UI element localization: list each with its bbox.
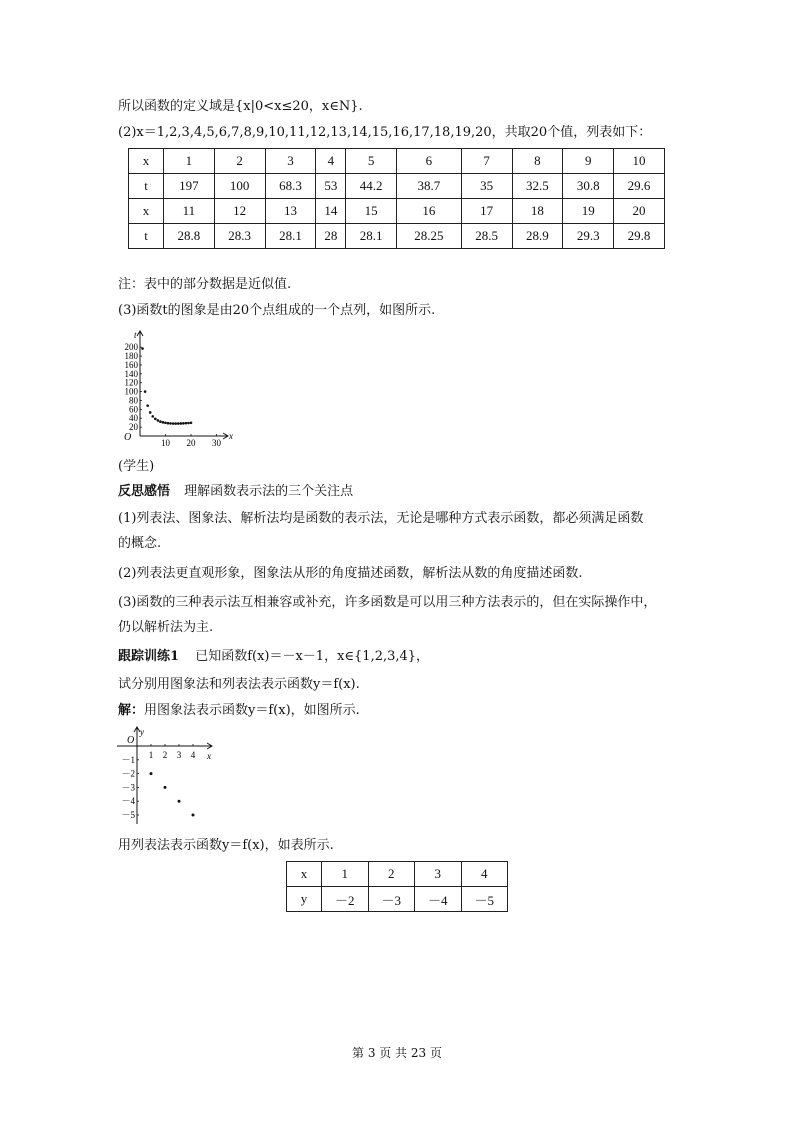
table-cell: 30.8 [563, 174, 614, 199]
scatter-chart-f [115, 726, 220, 826]
x-tick-label: 1 [148, 750, 154, 760]
row-header-cell: x [129, 149, 164, 174]
table-cell: 28.25 [397, 224, 462, 249]
table-cell: 10 [614, 149, 665, 174]
data-point [172, 422, 175, 425]
table-cell: 32.5 [512, 174, 563, 199]
x-tick-label: 2 [162, 750, 168, 760]
data-point [144, 390, 147, 393]
table-cell: 12 [214, 199, 265, 224]
table-cell: 197 [164, 174, 215, 199]
table-cell: 3 [415, 862, 462, 887]
table-cell: 28.3 [214, 224, 265, 249]
table-cell: 17 [461, 199, 512, 224]
page-number: 第 3 页 共 23 页 [352, 1046, 442, 1060]
table-cell: －3 [368, 887, 415, 912]
reflect-line [118, 483, 353, 501]
x-tick-label: 20 [186, 438, 196, 448]
table-intro-line: 用列表法表示函数y＝f(x)，如表所示. [118, 838, 334, 853]
data-point [162, 421, 165, 424]
table-cell: 13 [265, 199, 316, 224]
data-point [150, 772, 153, 775]
table-cell: 35 [461, 174, 512, 199]
y-tick-label: －2 [121, 768, 135, 779]
x-tick-label: 4 [190, 750, 196, 760]
table-cell: 4 [461, 862, 508, 887]
track-question: 试分别用图象法和列表法表示函数y＝f(x). [118, 677, 360, 692]
student-line: (学生) [118, 459, 155, 474]
y-tick-label: －1 [121, 754, 135, 765]
table-cell: 38.7 [397, 174, 462, 199]
data-point [185, 422, 188, 425]
table-cell: 28.1 [346, 224, 397, 249]
table-cell: 28.1 [265, 224, 316, 249]
table-cell: 4 [316, 149, 346, 174]
table-cell: 100 [214, 174, 265, 199]
table-cell: 29.8 [614, 224, 665, 249]
data-point [174, 422, 177, 425]
data-point [187, 422, 190, 425]
y-tick-label: 100 [124, 386, 138, 397]
table-cell: 2 [368, 862, 415, 887]
y-tick-label: －5 [121, 810, 135, 820]
table-cell: 44.2 [346, 174, 397, 199]
track-text: 已知函数f(x)＝－x－1，x∈{1,2,3,4}， [195, 649, 430, 664]
track-line [118, 648, 429, 666]
table-row [129, 174, 665, 199]
origin-label: O [124, 432, 132, 443]
data-point [157, 419, 160, 422]
table-cell: 16 [397, 199, 462, 224]
data-point [154, 418, 157, 421]
y-tick-label: －4 [121, 796, 135, 807]
solution-label: 解： [118, 703, 145, 718]
y-tick-label: 60 [129, 404, 138, 415]
y-tick-label: 40 [129, 413, 138, 424]
table-cell: 1 [164, 149, 215, 174]
reflect-point-2: (2)列表法更直观形象，图象法从形的角度描述函数，解析法从数的角度描述函数. [118, 566, 583, 581]
y-tick-label: －3 [121, 782, 135, 793]
reflect-point-3a: (3)函数的三种表示法互相兼容或补充，许多函数是可以用三种方法表示的，但在实际操作中， [118, 595, 657, 610]
row-header-cell: t [129, 174, 164, 199]
table-row [287, 887, 508, 912]
table-cell: －2 [322, 887, 369, 912]
table-cell: 28.9 [512, 224, 563, 249]
table-cell: 28.5 [461, 224, 512, 249]
solution-line [118, 702, 360, 720]
table-cell: 11 [164, 199, 215, 224]
x-tick-label: 10 [161, 438, 170, 448]
table-row [129, 199, 665, 224]
x-tick-label: 30 [212, 438, 221, 448]
table-cell: 8 [512, 149, 563, 174]
reflect-point-3b: 仍以解析法为主. [118, 620, 214, 635]
table-cell: 20 [614, 199, 665, 224]
table-cell: 9 [563, 149, 614, 174]
x-axis-label: x [207, 751, 211, 761]
x-axis-label: x [229, 431, 233, 441]
table-row [129, 224, 665, 249]
table-cell: 19 [563, 199, 614, 224]
part3-line: (3)函数t的图象是由20个点组成的一个点列，如图所示. [118, 303, 436, 318]
data-point [167, 422, 170, 425]
domain-line: 所以函数的定义域是{x|0<x≤20，x∈N}. [118, 99, 363, 114]
data-point [192, 814, 195, 817]
y-tick-label: 160 [124, 359, 138, 370]
y-tick-label: 80 [129, 395, 138, 406]
table-cell: 3 [265, 149, 316, 174]
y-tick-label: 20 [129, 422, 138, 433]
table-cell: 5 [346, 149, 397, 174]
data-table-t [128, 148, 665, 249]
y-axis-label: y [140, 727, 144, 737]
table-cell: 53 [316, 174, 346, 199]
table-cell: 28 [316, 224, 346, 249]
reflect-text: 理解函数表示法的三个关注点 [184, 484, 354, 499]
data-point [151, 415, 154, 418]
part2-line: (2)x＝1,2,3,4,5,6,7,8,9,10,11,12,13,14,15,16,17,18,19,20，共取20个值，列表如下： [118, 125, 652, 140]
x-tick-label: 3 [176, 750, 182, 760]
row-header-cell: t [129, 224, 164, 249]
row-header-cell: x [129, 199, 164, 224]
y-tick-label: 200 [124, 342, 138, 353]
table-cell: 1 [322, 862, 369, 887]
table-cell: 18 [512, 199, 563, 224]
data-point [146, 404, 149, 407]
table-cell: 14 [316, 199, 346, 224]
track-title: 跟踪训练1 [118, 649, 180, 664]
table-cell: 6 [397, 149, 462, 174]
data-point [182, 422, 185, 425]
data-point [159, 420, 162, 423]
reflect-point-1a: (1)列表法、图象法、解析法均是函数的表示法，无论是哪种方式表示函数，都必须满足函数 [118, 511, 644, 526]
table-cell: 29.6 [614, 174, 665, 199]
origin-label: O [127, 735, 135, 746]
data-point [178, 800, 181, 803]
row-header-cell: x [287, 862, 322, 887]
table-cell: 2 [214, 149, 265, 174]
y-tick-label: 140 [124, 368, 138, 379]
table-cell: 29.3 [563, 224, 614, 249]
note-line: 注：表中的部分数据是近似值. [118, 277, 292, 292]
data-point [149, 411, 152, 414]
data-point [190, 421, 193, 424]
data-point [164, 786, 167, 789]
table-row [287, 862, 508, 887]
data-point [141, 347, 144, 350]
y-tick-label: 180 [124, 351, 138, 362]
table-cell: －5 [461, 887, 508, 912]
table-cell: 15 [346, 199, 397, 224]
data-table-f [286, 861, 508, 912]
table-cell: 68.3 [265, 174, 316, 199]
table-cell: 7 [461, 149, 512, 174]
data-point [177, 422, 180, 425]
data-point [169, 422, 172, 425]
table-row [129, 149, 665, 174]
table-cell: 28.8 [164, 224, 215, 249]
y-axis-label: t [134, 330, 137, 340]
y-tick-label: 120 [124, 377, 138, 388]
table-cell: －4 [415, 887, 462, 912]
data-point [180, 422, 183, 425]
row-header-cell: y [287, 887, 322, 912]
scatter-chart-t [115, 330, 240, 450]
solution-text: 用图象法表示函数y＝f(x)，如图所示. [144, 703, 360, 718]
data-point [164, 422, 167, 425]
reflect-point-1b: 的概念. [118, 536, 162, 551]
reflect-title: 反思感悟 [118, 484, 171, 499]
